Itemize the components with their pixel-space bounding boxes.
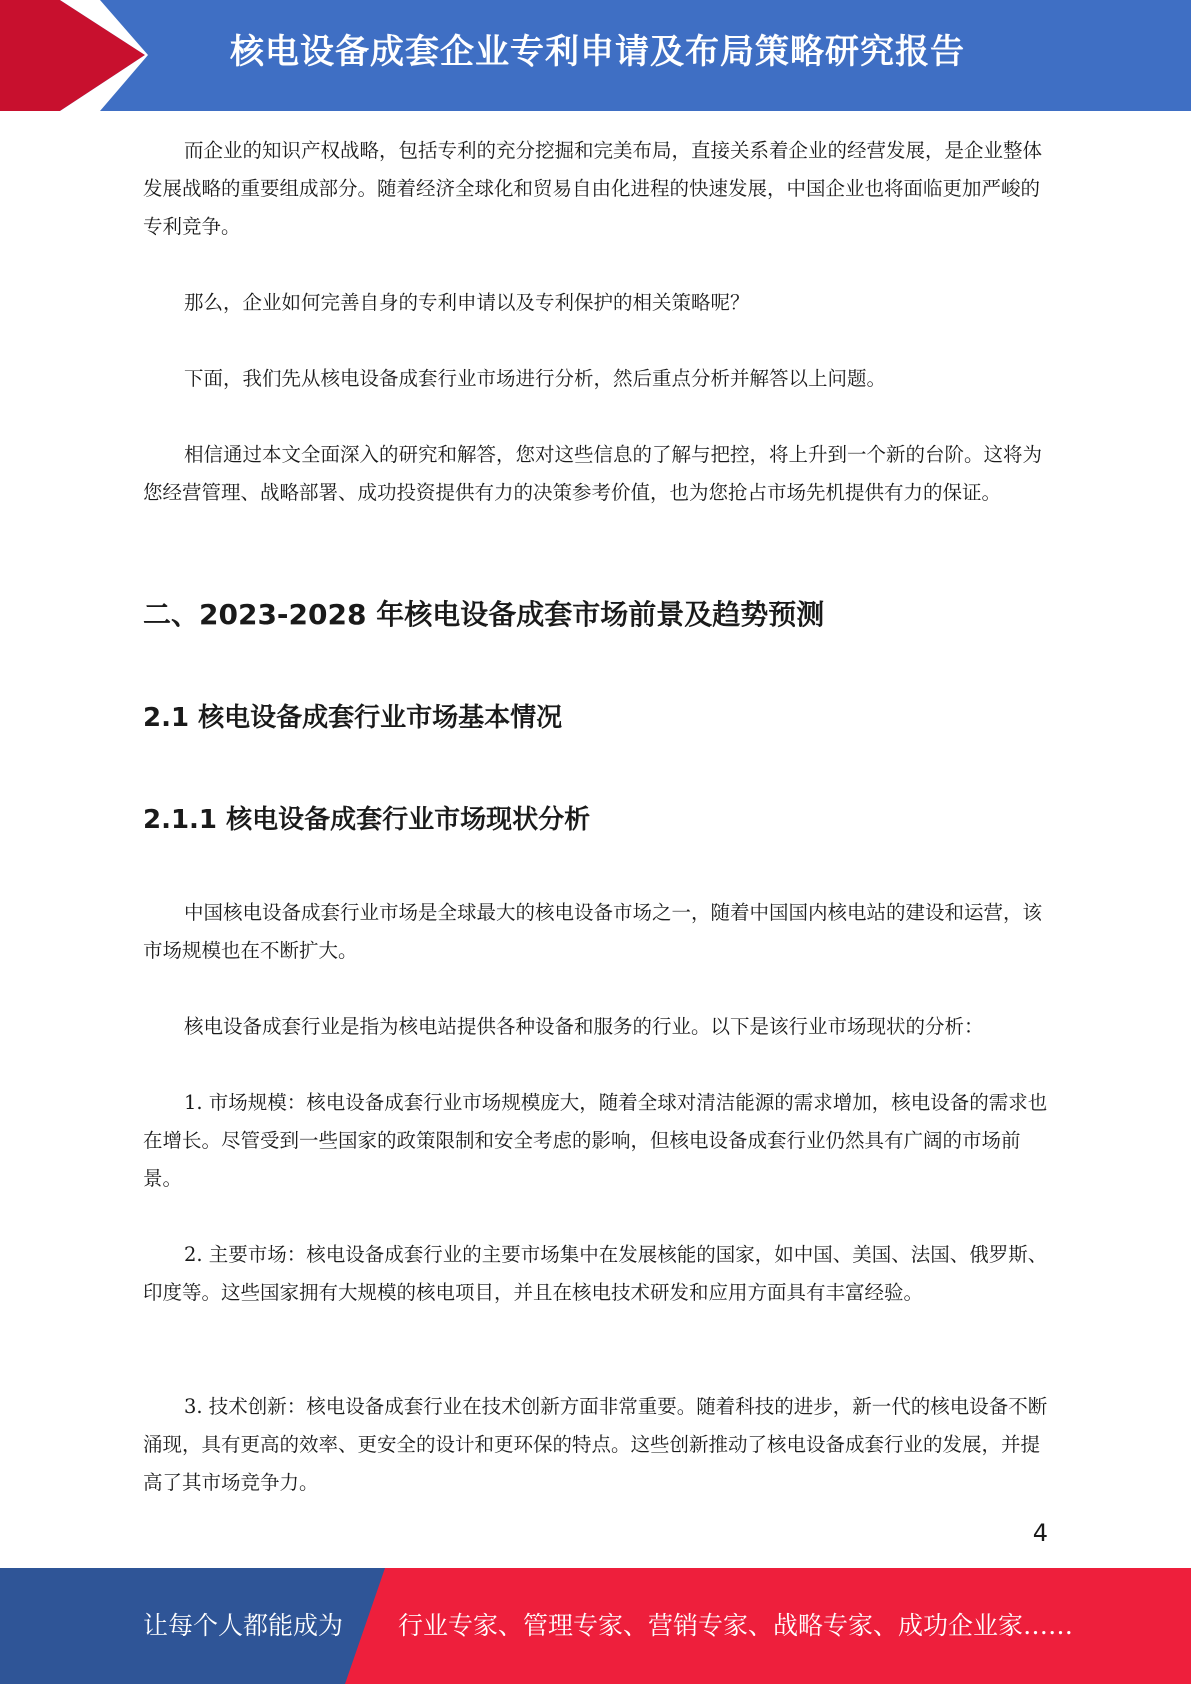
- intro-paragraph-1: 而企业的知识产权战略，包括专利的充分挖掘和完美布局，直接关系着企业的经营发展，是企业整体发展战略的重要组成部分。随着经济全球化和贸易自由化进程的快速发展，中国企业也将面临更加严峻的专利竞争。: [143, 139, 1043, 238]
- subsubsection-heading: 2.1.1 核电设备成套行业市场现状分析: [143, 805, 591, 835]
- analysis-paragraph-1: 中国核电设备成套行业市场是全球最大的核电设备市场之一，随着中国国内核电站的建设和运营，该市场规模也在不断扩大。: [143, 901, 1043, 962]
- analysis-paragraph-3: 1. 市场规模：核电设备成套行业市场规模庞大，随着全球对清洁能源的需求增加，核电设备的需求也在增长。尽管受到一些国家的政策限制和安全考虑的影响，但核电设备成套行业仍然具有广阔的市场前景。: [143, 1091, 1048, 1190]
- analysis-paragraph-4: 2. 主要市场：核电设备成套行业的主要市场集中在发展核能的国家，如中国、美国、法国、俄罗斯、印度等。这些国家拥有大规模的核电项目，并且在核电技术研发和应用方面具有丰富经验。: [143, 1243, 1048, 1304]
- analysis-paragraph-2: 核电设备成套行业是指为核电站提供各种设备和服务的行业。以下是该行业市场现状的分析：: [184, 1015, 984, 1038]
- page-header: [0, 0, 1191, 111]
- footer-slogan-left: 让每个人都能成为: [143, 1611, 344, 1640]
- intro-paragraph-3: 下面，我们先从核电设备成套行业市场进行分析，然后重点分析并解答以上问题。: [184, 367, 887, 390]
- analysis-paragraph-5: 3. 技术创新：核电设备成套行业在技术创新方面非常重要。随着科技的进步，新一代的核电设备不断涌现，具有更高的效率、更安全的设计和更环保的特点。这些创新推动了核电设备成套行业的发展，并提高了其市场竞争力。: [143, 1395, 1048, 1494]
- page-footer: [0, 1568, 1191, 1684]
- intro-paragraph-4: 相信通过本文全面深入的研究和解答，您对这些信息的了解与把控，将上升到一个新的台阶。这将为您经营管理、战略部署、成功投资提供有力的决策参考价值，也为您抢占市场先机提供有力的保证。: [143, 443, 1043, 504]
- footer-slogan-right: 行业专家、管理专家、营销专家、战略专家、成功企业家……: [398, 1611, 1074, 1640]
- header-title: 核电设备成套企业专利申请及布局策略研究报告: [230, 32, 965, 72]
- intro-paragraph-2: 那么，企业如何完善自身的专利申请以及专利保护的相关策略呢？: [184, 291, 750, 314]
- page-number: 4: [1032, 1519, 1048, 1547]
- section-heading: 二、2023-2028 年核电设备成套市场前景及趋势预测: [143, 598, 825, 631]
- subsection-heading: 2.1 核电设备成套行业市场基本情况: [143, 703, 563, 733]
